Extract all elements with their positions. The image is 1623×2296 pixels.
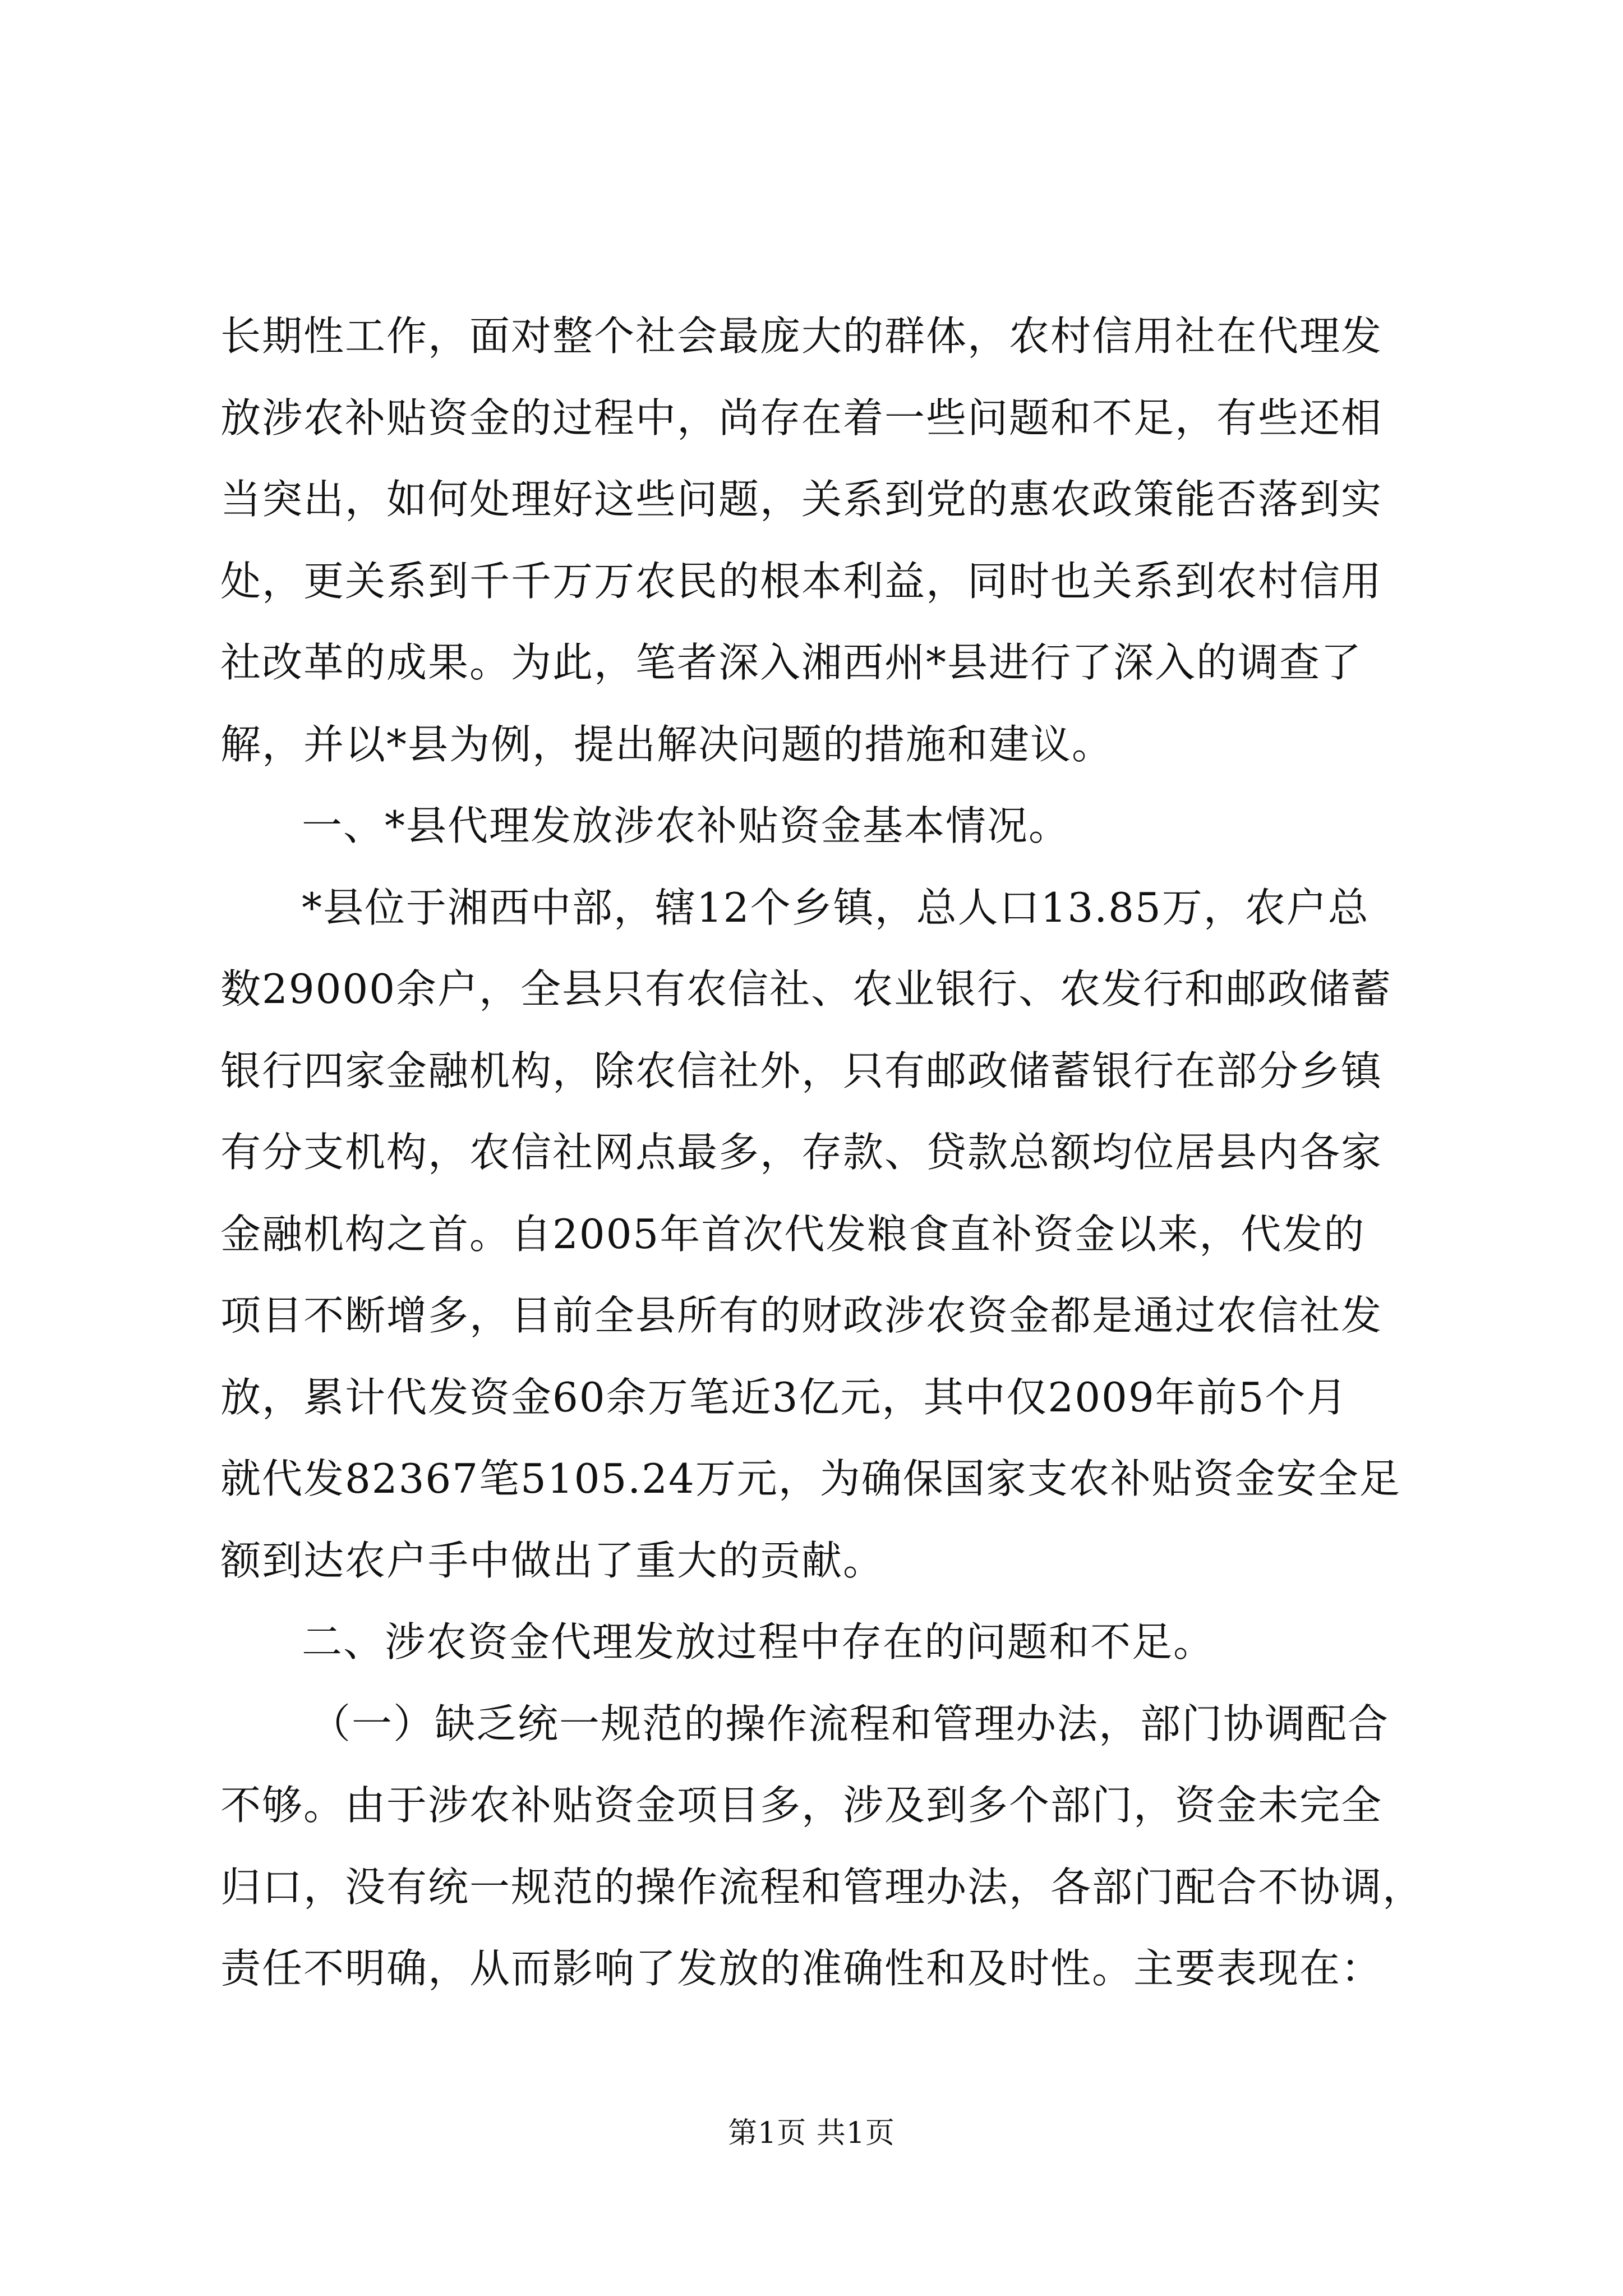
text-line: 处，更关系到千千万万农民的根本利益，同时也关系到农村信用 bbox=[220, 557, 1383, 605]
text-line: 社改革的成果。为此，笔者深入湘西州*县进行了深入的调查了 bbox=[220, 639, 1363, 686]
paragraph-start-line: *县位于湘西中部，辖12个乡镇，总人口13.85万，农户总 bbox=[302, 884, 1370, 931]
text-line: 放涉农补贴资金的过程中，尚存在着一些问题和不足，有些还相 bbox=[220, 394, 1383, 441]
text-line: 不够。由于涉农补贴资金项目多，涉及到多个部门，资金未完全 bbox=[220, 1782, 1383, 1829]
text-line: 当突出，如何处理好这些问题，关系到党的惠农政策能否落到实 bbox=[220, 476, 1383, 523]
text-line: 解，并以*县为例，提出解决问题的措施和建议。 bbox=[220, 720, 1114, 768]
section-heading: 二、涉农资金代理发放过程中存在的问题和不足。 bbox=[302, 1618, 1215, 1665]
text-line: 项目不断增多，目前全县所有的财政涉农资金都是通过农信社发 bbox=[220, 1292, 1383, 1339]
text-line: 责任不明确，从而影响了发放的准确性和及时性。主要表现在： bbox=[220, 1945, 1383, 1992]
subsection-heading: （一）缺乏统一规范的操作流程和管理办法，部门协调配合 bbox=[310, 1700, 1390, 1747]
text-line: 就代发82367笔5105.24万元，为确保国家支农补贴资金安全足 bbox=[220, 1455, 1401, 1502]
page-footer: 第1页 共1页 bbox=[728, 2116, 895, 2150]
text-line: 额到达农户手中做出了重大的贡献。 bbox=[220, 1536, 885, 1584]
text-line: 长期性工作，面对整个社会最庞大的群体，农村信用社在代理发 bbox=[220, 312, 1383, 360]
text-line: 归口，没有统一规范的操作流程和管理办法，各部门配合不协调， bbox=[220, 1863, 1424, 1911]
text-line: 数29000余户，全县只有农信社、农业银行、农发行和邮政储蓄 bbox=[220, 965, 1393, 1013]
document-body bbox=[220, 296, 1424, 2010]
text-line: 放，累计代发资金60余万笔近3亿元，其中仅2009年前5个月 bbox=[220, 1373, 1348, 1421]
section-heading: 一、*县代理发放涉农补贴资金基本情况。 bbox=[302, 802, 1071, 849]
text-line: 有分支机构，农信社网点最多，存款、贷款总额均位居县内各家 bbox=[220, 1129, 1383, 1176]
text-line: 银行四家金融机构，除农信社外，只有邮政储蓄银行在部分乡镇 bbox=[220, 1047, 1383, 1094]
text-line: 金融机构之首。自2005年首次代发粮食直补资金以来，代发的 bbox=[220, 1210, 1366, 1258]
